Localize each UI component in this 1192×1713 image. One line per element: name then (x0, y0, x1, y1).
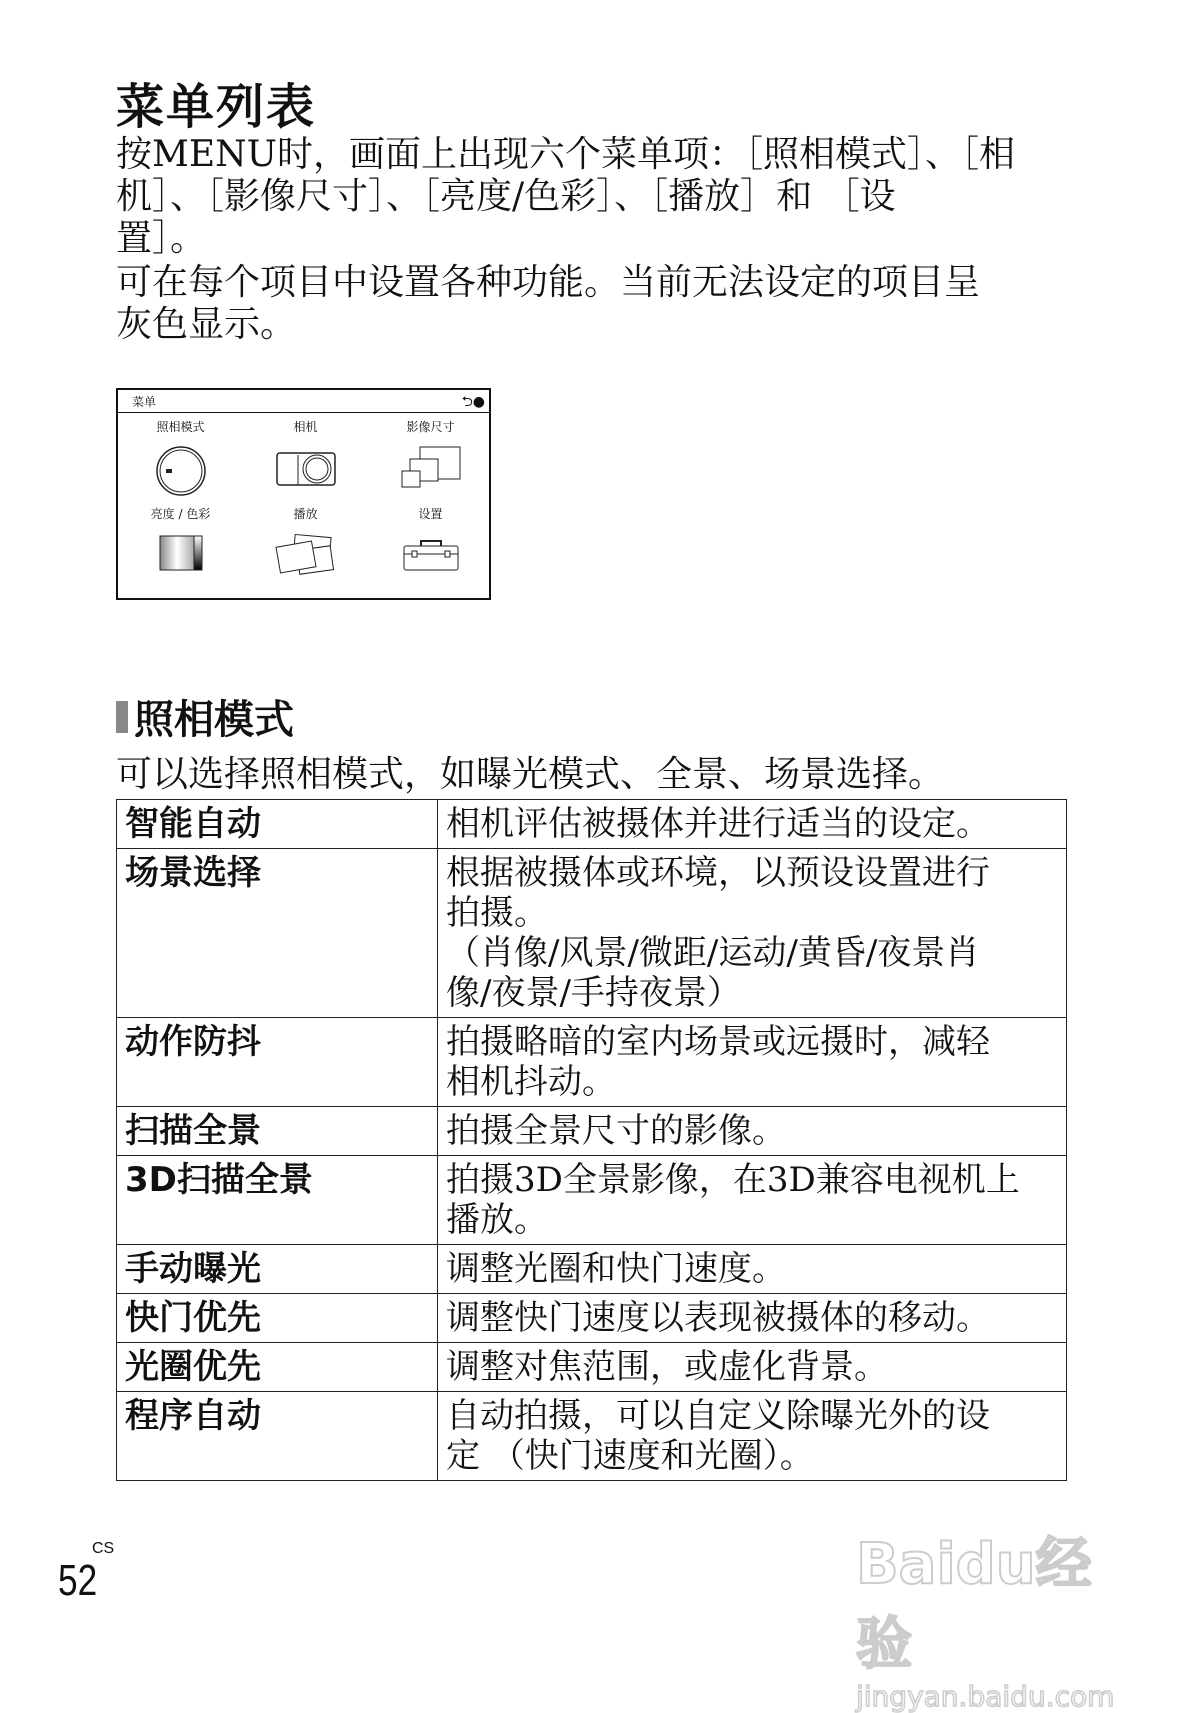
page-number: 52 (58, 1556, 98, 1605)
table-row (117, 1107, 1067, 1156)
table-row (117, 1343, 1067, 1392)
mode-name: 智能自动 (117, 800, 438, 849)
mode-name: 光圈优先 (117, 1343, 438, 1392)
description-line: 调整对焦范围，或虚化背景。 (446, 1347, 888, 1387)
image-size-icon (400, 445, 462, 491)
description-line: 调整快门速度以表现被摄体的移动。 (446, 1298, 990, 1338)
menu-screen-illustration (116, 388, 491, 600)
table-row (117, 1156, 1067, 1245)
table-row (117, 1018, 1067, 1107)
description-line: 自动拍摄，可以自定义除曝光外的设 (446, 1396, 990, 1436)
menu-header-label: 菜单 (132, 395, 157, 409)
intro-paragraph-1 (116, 134, 1056, 260)
text-line: 灰色显示。 (116, 304, 297, 345)
mode-name: 动作防抖 (117, 1018, 438, 1107)
description-line: 拍摄全景尺寸的影像。 (446, 1111, 786, 1151)
description-line: 拍摄。 (446, 893, 548, 933)
mode-description (438, 1343, 1067, 1392)
text-line: 按MENU时，画面上出现六个菜单项：［照相模式］、［相 (116, 134, 1015, 175)
text-line: 机］、［影像尺寸］、［亮度/色彩］、［播放］和 ［设 (116, 176, 896, 217)
mode-description (438, 1245, 1067, 1294)
menu-item-label: 照相模式 (156, 420, 205, 434)
section-heading (116, 688, 294, 745)
watermark-logo: Baidu经验 (856, 1532, 1092, 1677)
menu-item-label: 播放 (293, 507, 318, 521)
menu-item-label: 亮度 / 色彩 (150, 507, 211, 521)
menu-item-image-size (368, 418, 493, 491)
description-line: 像/夜景/手持夜景） (446, 973, 741, 1013)
back-icon: ⮌● (461, 394, 485, 410)
camera-icon (275, 445, 337, 491)
table-row (117, 1245, 1067, 1294)
playback-photos-icon (274, 532, 338, 578)
menu-item-shooting-mode (118, 418, 243, 497)
toolbox-icon (400, 532, 462, 574)
table-row (117, 1294, 1067, 1343)
section-description: 可以选择照相模式，如曝光模式、全景、场景选择。 (116, 754, 945, 795)
text-line: 可在每个项目中设置各种功能。当前无法设定的项目呈 (116, 262, 981, 303)
language-code: CS (92, 1540, 115, 1557)
mode-name: 程序自动 (117, 1392, 438, 1481)
description-line: 相机评估被摄体并进行适当的设定。 (446, 804, 990, 844)
mode-name: 手动曝光 (117, 1245, 438, 1294)
menu-item-settings (368, 505, 493, 574)
menu-header (118, 390, 489, 413)
menu-item-label: 相机 (293, 420, 318, 434)
mode-description (438, 1107, 1067, 1156)
mode-name: 场景选择 (117, 849, 438, 1018)
menu-item-playback (243, 505, 368, 578)
watermark-url: jingyan.baidu.com (856, 1680, 1115, 1713)
shooting-mode-table (116, 799, 1067, 1481)
table-row (117, 800, 1067, 849)
mode-description (438, 1294, 1067, 1343)
text-line: 置］。 (116, 218, 207, 259)
description-line: 拍摄3D全景影像，在3D兼容电视机上 (446, 1160, 1020, 1200)
page-title: 菜单列表 (116, 79, 317, 135)
description-line: 调整光圈和快门速度。 (446, 1249, 786, 1289)
description-line: 拍摄略暗的室内场景或远摄时，减轻 (446, 1022, 990, 1062)
description-line: （肖像/风景/微距/运动/黄昏/夜景肖 (446, 933, 980, 973)
description-line: 相机抖动。 (446, 1062, 616, 1102)
intro-paragraph-2 (116, 262, 1056, 346)
menu-item-label: 影像尺寸 (406, 420, 455, 434)
section-heading-text: 照相模式 (134, 697, 294, 743)
table-row (117, 849, 1067, 1018)
description-line: 定 （快门速度和光圈）。 (446, 1436, 814, 1476)
mode-description (438, 1018, 1067, 1107)
mode-description (438, 800, 1067, 849)
brightness-gradient-icon (158, 532, 204, 574)
mode-description (438, 1392, 1067, 1481)
menu-item-camera (243, 418, 368, 491)
table-row (117, 1392, 1067, 1481)
description-line: 根据被摄体或环境，以预设设置进行 (446, 853, 990, 893)
mode-name: 3D扫描全景 (117, 1156, 438, 1245)
mode-description (438, 1156, 1067, 1245)
baidu-watermark (856, 1520, 1136, 1713)
section-marker (116, 701, 128, 733)
mode-name: 快门优先 (117, 1294, 438, 1343)
menu-item-label: 设置 (418, 507, 443, 521)
description-line: 播放。 (446, 1200, 548, 1240)
menu-item-brightness-color (118, 505, 243, 574)
mode-description (438, 849, 1067, 1018)
mode-dial-icon (155, 445, 207, 497)
mode-name: 扫描全景 (117, 1107, 438, 1156)
